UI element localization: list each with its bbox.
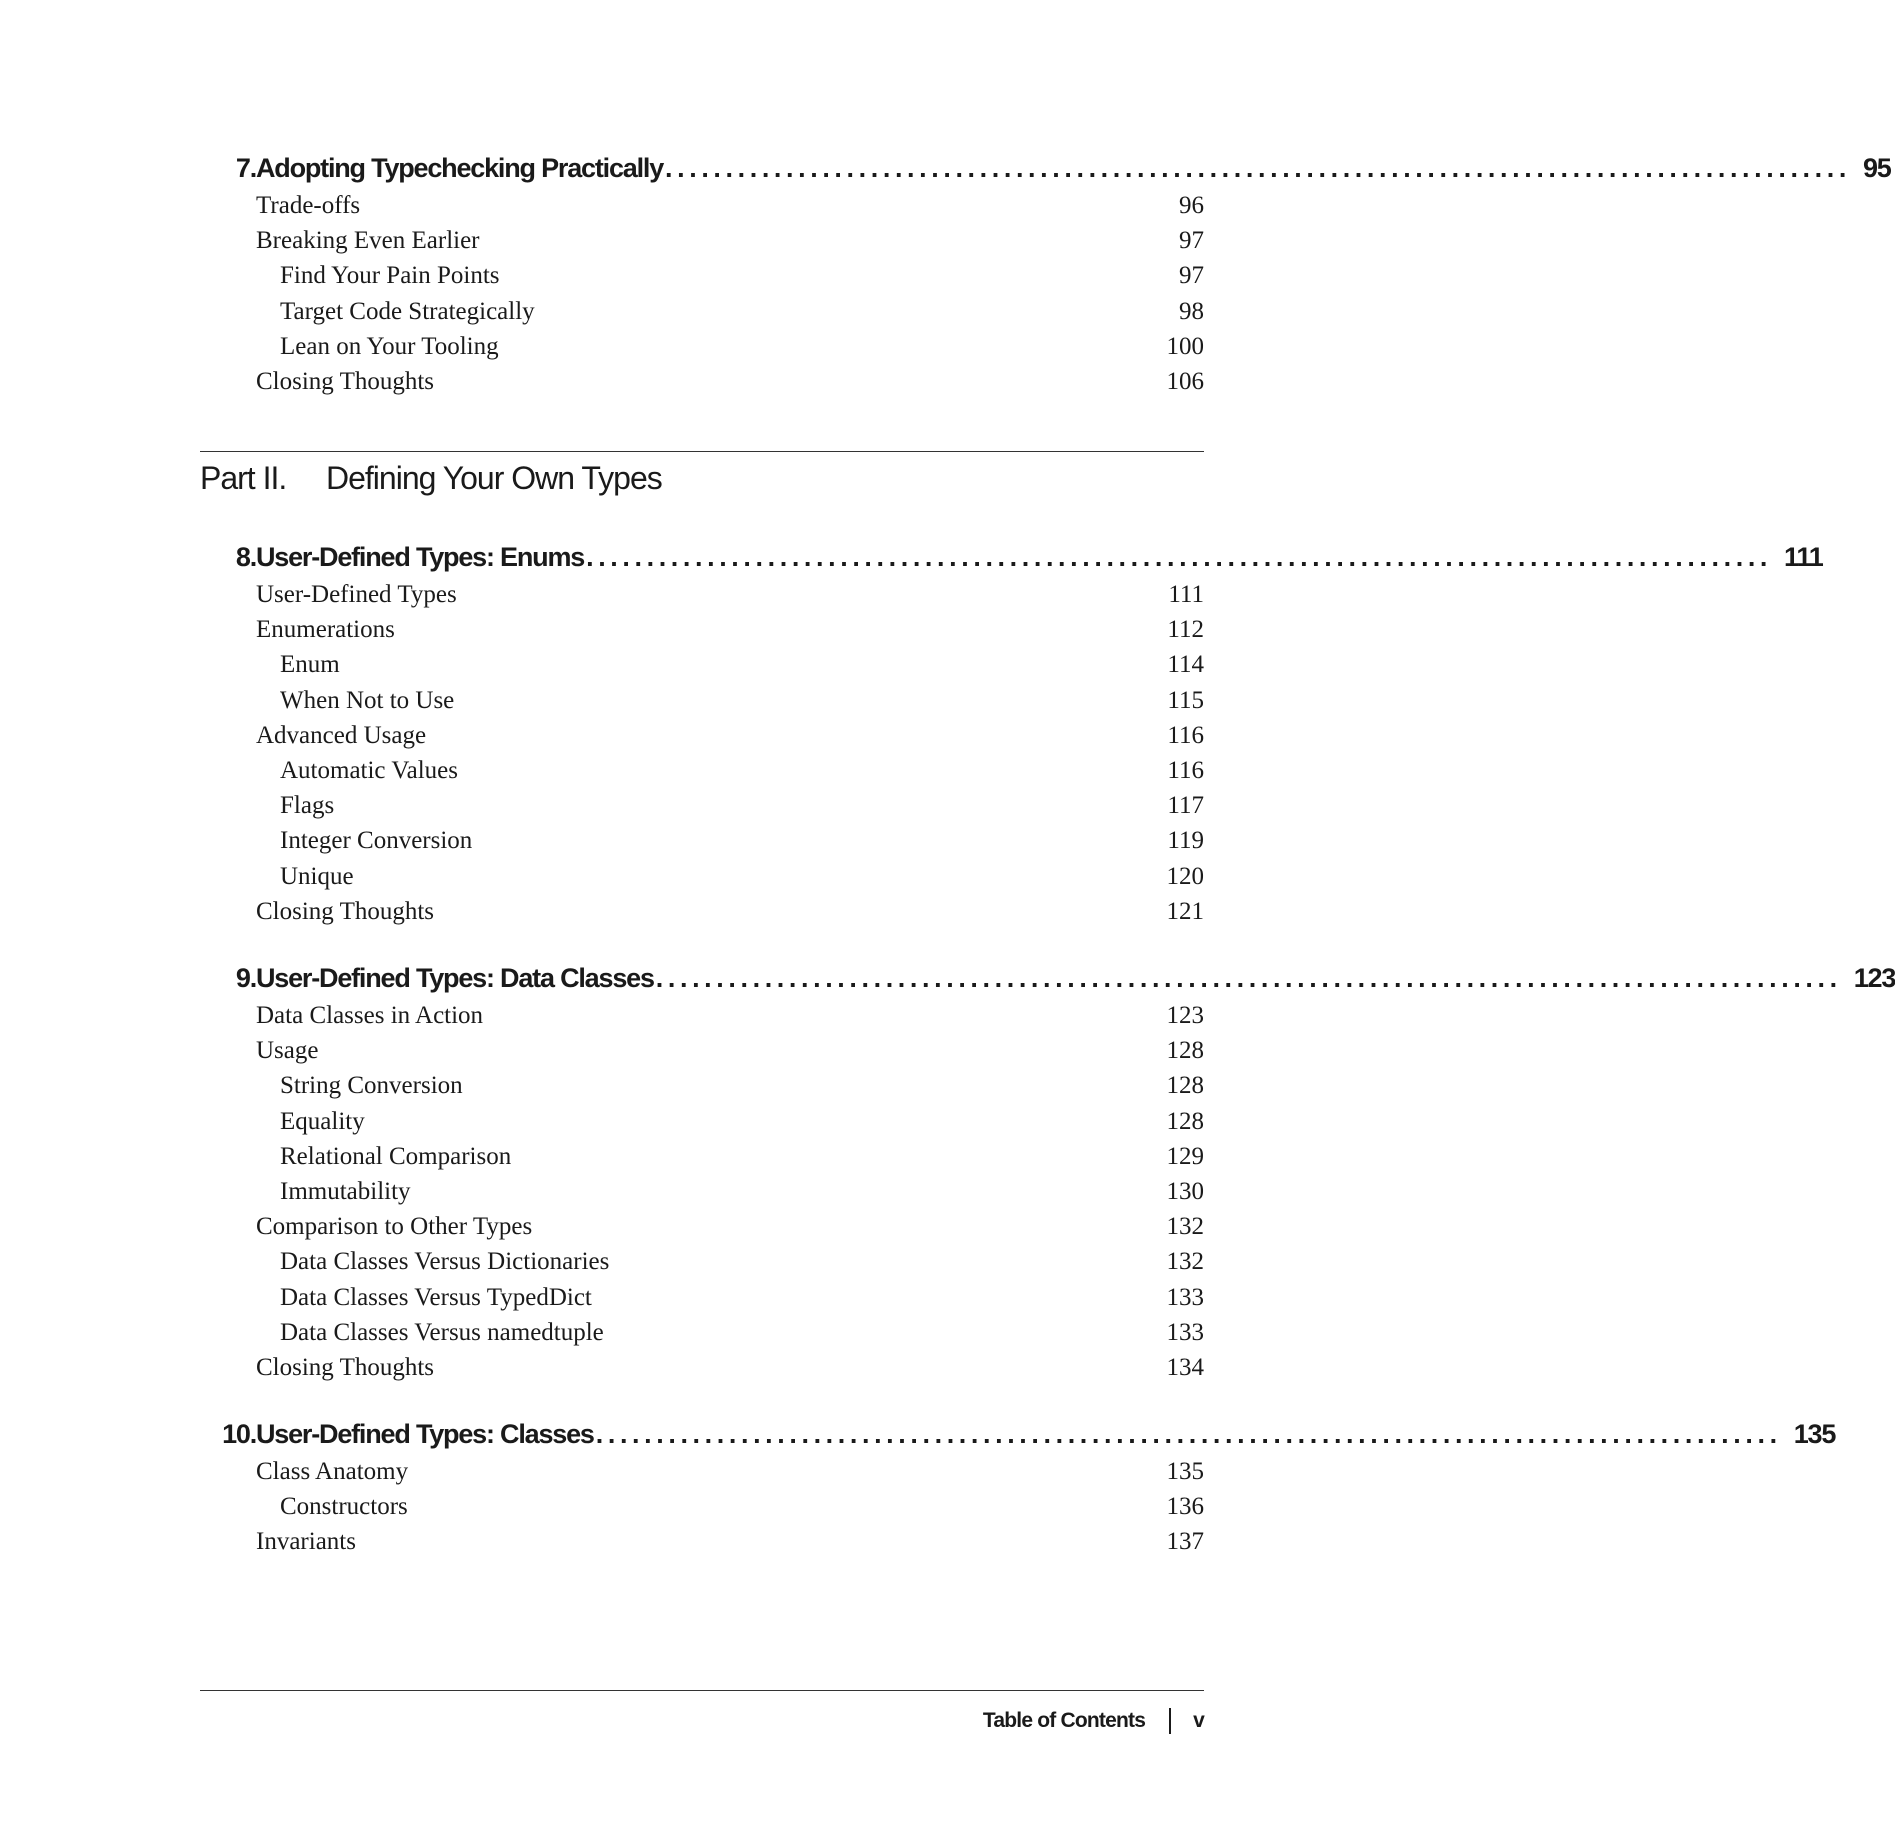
chapter-heading [200, 958, 1895, 998]
toc-entry-label: When Not to Use [280, 686, 455, 714]
toc-entry-label: Relational Comparison [280, 1142, 512, 1170]
toc-entry[interactable] [200, 258, 1204, 293]
toc-entry[interactable] [200, 294, 1204, 329]
toc-entry-label: Unique [280, 862, 354, 890]
toc-entry[interactable] [200, 188, 1204, 223]
chapter-8-block [200, 537, 1823, 929]
toc-entry-page: 117 [1167, 792, 1204, 820]
chapter-page-number: 111 [1784, 542, 1823, 572]
toc-entry-page: 132 [1166, 1213, 1204, 1241]
chapter-page-number: 123 [1853, 963, 1895, 993]
toc-entry-page: 137 [1166, 1528, 1204, 1556]
toc-entry-label: Data Classes Versus Dictionaries [280, 1248, 610, 1276]
toc-entry[interactable] [200, 1209, 1204, 1244]
toc-entry-label: Data Classes Versus TypedDict [280, 1283, 592, 1311]
toc-entry-page: 136 [1166, 1493, 1204, 1521]
dot-leader: .................................................................................................. [655, 963, 1842, 993]
toc-entry[interactable] [200, 647, 1204, 682]
toc-entry-label: Class Anatomy [256, 1458, 409, 1485]
toc-entry-page: 120 [1166, 862, 1204, 890]
toc-entry[interactable] [200, 612, 1204, 647]
dot-leader: .................................................................................................. [595, 1419, 1782, 1449]
toc-entry-page: 116 [1167, 756, 1204, 784]
toc-entry[interactable] [200, 718, 1204, 753]
toc-entry-label: Data Classes Versus namedtuple [280, 1318, 604, 1346]
toc-entry[interactable] [200, 1315, 1204, 1350]
toc-entry-page: 128 [1166, 1037, 1204, 1065]
chapter-title: Adopting Typechecking Practically [256, 153, 664, 183]
chapter-number: 7. [235, 153, 256, 183]
toc-entry-label: Data Classes in Action [256, 1002, 484, 1029]
chapter-title: User-Defined Types: Enums [256, 542, 585, 572]
chapter-7-block [200, 148, 1891, 399]
toc-entry-page: 123 [1166, 1002, 1204, 1029]
toc-entry[interactable] [200, 364, 1204, 399]
toc-entry[interactable] [200, 683, 1204, 718]
toc-entry[interactable] [200, 1068, 1204, 1103]
toc-entry[interactable] [200, 1033, 1204, 1068]
chapter-number: 9. [235, 963, 256, 993]
toc-entry-page: 100 [1166, 332, 1204, 360]
toc-entry-label: Trade-offs [256, 192, 361, 219]
part-divider-rule [200, 451, 1204, 452]
chapter-number: 8. [235, 542, 256, 572]
toc-entry[interactable] [200, 1524, 1204, 1559]
toc-entry[interactable] [200, 788, 1204, 823]
toc-entry-label: Enum [280, 651, 340, 679]
toc-entry[interactable] [200, 1104, 1204, 1139]
toc-entry-page: 96 [1179, 192, 1204, 219]
toc-entry-label: Automatic Values [280, 756, 458, 784]
toc-entry[interactable] [200, 329, 1204, 364]
toc-entry-page: 134 [1166, 1353, 1204, 1381]
toc-entry-page: 135 [1166, 1458, 1204, 1485]
footer-rule [200, 1690, 1204, 1691]
toc-entry[interactable] [200, 1489, 1204, 1524]
toc-entry-page: 112 [1167, 616, 1204, 644]
toc-entry-label: Immutability [280, 1177, 411, 1205]
toc-entry-page: 133 [1166, 1318, 1204, 1346]
toc-entry[interactable] [200, 859, 1204, 894]
toc-entry-page: 128 [1166, 1072, 1204, 1100]
part-label: Part II. [200, 460, 287, 496]
chapter-page-number: 95 [1862, 153, 1891, 183]
toc-entry-label: String Conversion [280, 1072, 463, 1100]
toc-entry-label: Lean on Your Tooling [280, 332, 499, 360]
chapter-title: User-Defined Types: Classes [256, 1419, 594, 1449]
entry-list [200, 1454, 1204, 1560]
toc-entry-label: Comparison to Other Types [256, 1213, 533, 1241]
toc-entry-page: 115 [1167, 686, 1204, 714]
toc-entry-page: 119 [1167, 827, 1204, 855]
toc-entry[interactable] [200, 894, 1204, 929]
chapter-heading [200, 1414, 1836, 1454]
footer-separator [1169, 1708, 1171, 1734]
entry-list [200, 577, 1204, 929]
toc-entry-page: 97 [1179, 262, 1204, 290]
chapter-9-block [200, 958, 1895, 1385]
page-footer [983, 1708, 1204, 1734]
toc-entry-page: 114 [1167, 651, 1204, 679]
toc-entry-page: 111 [1168, 581, 1204, 608]
toc-entry[interactable] [200, 1280, 1204, 1315]
toc-entry-page: 132 [1166, 1248, 1204, 1276]
toc-entry-label: User-Defined Types [256, 581, 457, 608]
chapter-title: User-Defined Types: Data Classes [256, 963, 654, 993]
chapter-10-block [200, 1414, 1836, 1560]
toc-entry-label: Breaking Even Earlier [256, 227, 480, 255]
toc-entry-label: Usage [256, 1037, 319, 1065]
toc-entry-page: 97 [1179, 227, 1204, 255]
toc-entry-label: Closing Thoughts [256, 897, 435, 925]
toc-entry[interactable] [200, 823, 1204, 858]
toc-entry-label: Flags [280, 792, 335, 820]
toc-entry-label: Find Your Pain Points [280, 262, 500, 290]
toc-entry-page: 116 [1167, 721, 1204, 749]
toc-entry-page: 128 [1166, 1107, 1204, 1135]
toc-entry-page: 121 [1166, 897, 1204, 925]
toc-entry-label: Constructors [280, 1493, 408, 1521]
footer-page-number: v [1193, 1709, 1204, 1732]
chapter-heading [200, 537, 1823, 577]
dot-leader: .................................................................................................. [586, 542, 1773, 572]
toc-entry-label: Enumerations [256, 616, 395, 644]
part-title: Defining Your Own Types [326, 460, 662, 496]
toc-entry-page: 130 [1166, 1177, 1204, 1205]
toc-entry-label: Closing Thoughts [256, 1353, 435, 1381]
chapter-number: 10. [222, 1419, 256, 1449]
toc-entry[interactable] [200, 1350, 1204, 1385]
entry-list [200, 188, 1204, 399]
toc-entry[interactable] [200, 1454, 1204, 1489]
chapter-heading [200, 148, 1891, 188]
toc-entry[interactable] [200, 1244, 1204, 1279]
toc-entry-label: Integer Conversion [280, 827, 473, 855]
toc-entry-page: 106 [1166, 367, 1204, 395]
toc-entry[interactable] [200, 577, 1204, 612]
toc-entry-page: 133 [1166, 1283, 1204, 1311]
footer-section-title: Table of Contents [982, 1709, 1146, 1732]
dot-leader: .................................................................................................. [665, 153, 1851, 183]
toc-entry[interactable] [200, 998, 1204, 1033]
toc-entry[interactable] [200, 1174, 1204, 1209]
toc-entry-page: 98 [1179, 297, 1204, 325]
toc-entry[interactable] [200, 753, 1204, 788]
toc-entry-label: Invariants [256, 1528, 356, 1556]
toc-entry[interactable] [200, 223, 1204, 258]
entry-list [200, 998, 1204, 1385]
toc-entry[interactable] [200, 1139, 1204, 1174]
toc-entry-label: Target Code Strategically [280, 297, 535, 325]
chapter-page-number: 135 [1793, 1419, 1836, 1449]
toc-entry-page: 129 [1166, 1142, 1204, 1170]
part-heading [200, 460, 662, 497]
toc-entry-label: Closing Thoughts [256, 367, 435, 395]
toc-entry-label: Advanced Usage [256, 721, 427, 749]
toc-entry-label: Equality [280, 1107, 365, 1135]
